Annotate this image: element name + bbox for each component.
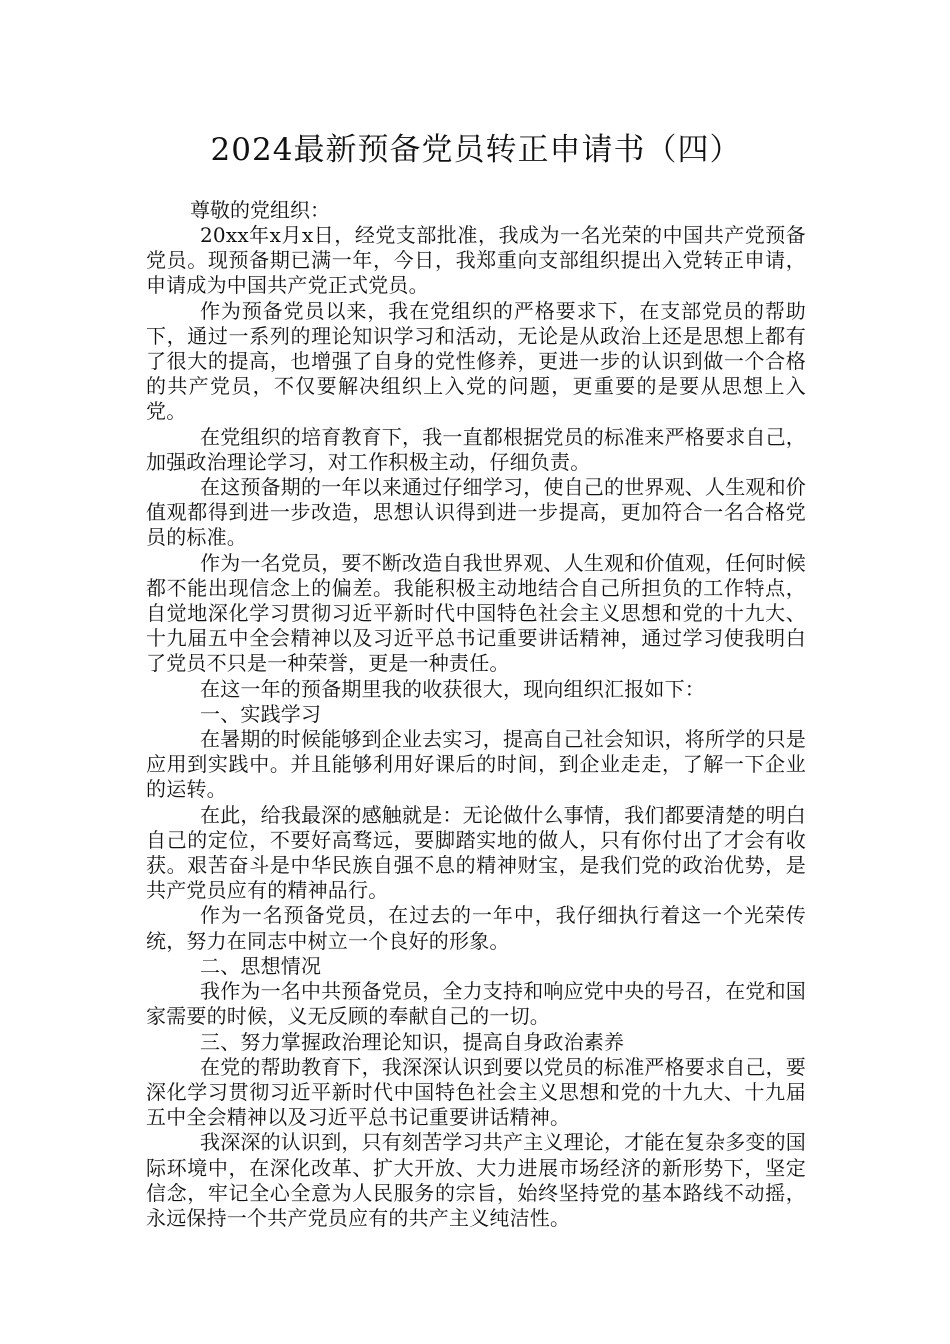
paragraph: 我深深的认识到，只有刻苦学习共产主义理论，才能在复杂多变的国际环境中，在深化改革、扩大开放、大力进展市场经济的新形势下，坚定信念，牢记全心全意为人民服务的宗旨，始终坚持党的基本路线不动摇，永远保持一个共产党员应有的共产主义纯洁性。 <box>146 1130 806 1230</box>
paragraph: 在此，给我最深的感触就是：无论做什么事情，我们都要清楚的明白自己的定位，不要好高骛远，要脚踏实地的做人，只有你付出了才会有收获。艰苦奋斗是中华民族自强不息的精神财宝，是我们党的政治优势，是共产党员应有的精神品行。 <box>146 802 806 903</box>
salutation: 尊敬的党组织： <box>190 198 330 222</box>
paragraph: 在暑期的时候能够到企业去实习，提高自己社会知识，将所学的只是应用到实践中。并且能够利用好课后的时间，到企业走走，了解一下企业的运转。 <box>146 727 806 802</box>
paragraph: 在党组织的培育教育下，我一直都根据党员的标准来严格要求自己，加强政治理论学习，对工作积极主动，仔细负责。 <box>146 424 806 474</box>
paragraph: 在党的帮助教育下，我深深认识到要以党员的标准严格要求自己，要深化学习贯彻习近平新时代中国特色社会主义思想和党的十九大、十九届五中全会精神以及习近平总书记重要讲话精神。 <box>146 1054 806 1130</box>
paragraph: 在这一年的预备期里我的收获很大，现向组织汇报如下： <box>200 676 705 701</box>
paragraph: 作为一名党员，要不断改造自我世界观、人生观和价值观，任何时候都不能出现信念上的偏差。我能积极主动地结合自己所担负的工作特点，自觉地深化学习贯彻习近平新时代中国特色社会主义思想和党的十九大、十九届五中全会精神以及习近平总书记重要讲话精神，通过学习使我明白了党员不只是一种荣誉，更是一种责任。 <box>146 550 806 676</box>
document-title: 2024最新预备党员转正申请书（四） <box>210 132 742 168</box>
section-heading: 一、实践学习 <box>200 701 322 726</box>
document-page <box>146 126 806 1231</box>
paragraph: 作为一名预备党员，在过去的一年中，我仔细执行着这一个光荣传统，努力在同志中树立一个良好的形象。 <box>146 903 806 953</box>
paragraph: 20xx年x月x日，经党支部批准，我成为一名光荣的中国共产党预备党员。现预备期已满一年，今日，我郑重向支部组织提出入党转正申请，申请成为中国共产党正式党员。 <box>146 223 806 298</box>
paragraph: 作为预备党员以来，我在党组织的严格要求下，在支部党员的帮助下，通过一系列的理论知识学习和活动，无论是从政治上还是思想上都有了很大的提高，也增强了自身的党性修养，更进一步的认识到做一个合格的共产党员，不仅要解决组织上入党的问题，更重要的是要从思想上入党。 <box>146 298 806 424</box>
paragraph: 在这预备期的一年以来通过仔细学习，使自己的世界观、人生观和价值观都得到进一步改造，思想认识得到进一步提高，更加符合一名合格党员的标准。 <box>146 475 806 550</box>
section-heading: 二、思想情况 <box>200 953 322 978</box>
paragraph: 我作为一名中共预备党员，全力支持和响应党中央的号召，在党和国家需要的时候，义无反顾的奉献自己的一切。 <box>146 979 806 1029</box>
section-heading: 三、努力掌握政治理论知识，提高自身政治素养 <box>200 1029 625 1054</box>
